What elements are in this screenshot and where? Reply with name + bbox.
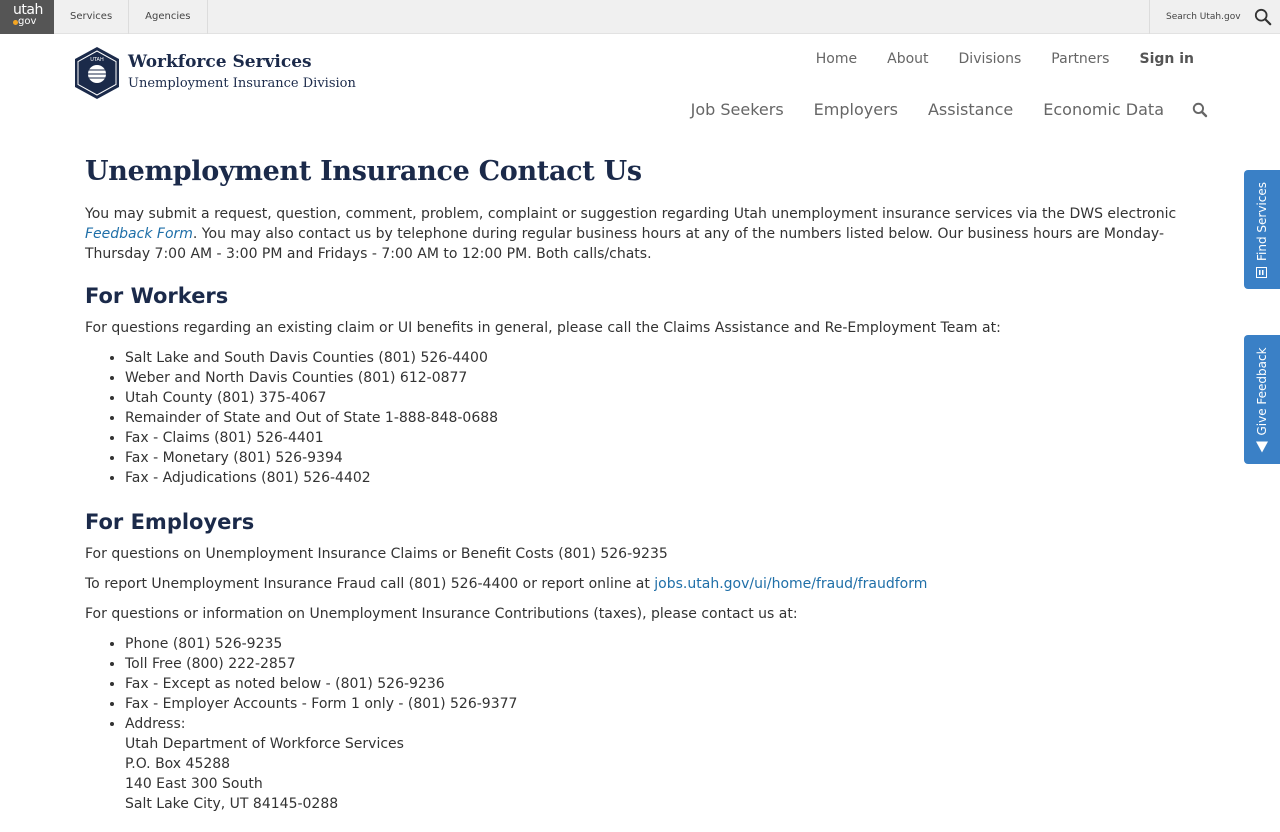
employers-claims-line: For questions on Unemployment Insurance Claims or Benefit Costs (801) 526-9235 [85,546,668,562]
find-services-tab[interactable] [1244,170,1280,289]
address-item [125,714,1195,814]
list-item: • Utah County (801) 375-4067 [125,388,1195,408]
address-line: 140 East 300 South [125,776,263,792]
fraud-text: To report Unemployment Insurance Fraud call (801) 526-4400 or report online at [85,576,655,592]
intro-paragraph [85,204,1195,264]
list-item: • Fax - Adjudications (801) 526-4402 [125,468,1195,488]
brand-subtitle: Unemployment Insurance Division [128,76,356,91]
employers-list [125,634,1195,814]
list-item: • Fax - Employer Accounts - Form 1 only - (801) 526-9377 [125,694,1195,714]
nav-partners[interactable]: Partners [1051,51,1110,67]
main-content [85,154,1195,832]
nav-assistance[interactable]: Assistance [927,100,1014,119]
list-icon [1256,267,1267,278]
fraud-form-link[interactable]: jobs.utah.gov/ui/home/fraud/fraudform [654,576,928,592]
employers-heading: For Employers [85,510,255,534]
give-feedback-tab[interactable] [1244,335,1280,464]
search-icon[interactable] [1254,8,1272,26]
nav-economic-data[interactable]: Economic Data [1043,100,1164,119]
list-item: • Phone (801) 526-9235 [125,634,1195,654]
list-item: • Weber and North Davis Counties (801) 612-0877 [125,368,1195,388]
site-search-icon[interactable] [1192,102,1208,118]
address-line: Utah Department of Workforce Services [125,736,404,752]
workers-intro: For questions regarding an existing claim or UI benefits in general, please call the Claims Assistance and Re-Employment Team at: [85,320,1001,336]
services-link[interactable]: Services [54,0,129,34]
nav-job-seekers[interactable]: Job Seekers [690,100,784,119]
nav-about[interactable]: About [887,51,929,67]
utah-gov-nav [54,0,208,34]
gov-logo-text: gov [18,16,37,27]
list-item: • Fax - Except as noted below - (801) 526-9236 [125,674,1195,694]
feedback-form-link[interactable]: Feedback Form [85,226,193,242]
agencies-link[interactable]: Agencies [129,0,207,34]
list-item: • Salt Lake and South Davis Counties (801) 526-4400 [125,348,1195,368]
address-label: • Address: [125,716,186,732]
find-services-text: Find Services [1255,181,1269,261]
workers-list [125,348,1195,488]
list-item: • Fax - Monetary (801) 526-9394 [125,448,1195,468]
search-utah-label[interactable]: Search Utah.gov [1166,12,1241,22]
megaphone-icon [1256,441,1268,452]
intro-text-before: You may submit a request, question, comment, problem, complaint or suggestion regarding Utah unemployment insurance services via the DWS electronic [85,206,1177,222]
sign-in-link[interactable]: Sign in [1139,51,1194,67]
find-services-label [1255,181,1269,277]
nav-divisions[interactable]: Divisions [958,51,1022,67]
main-nav [661,100,1208,119]
dws-seal-icon [73,46,121,100]
give-feedback-label [1255,347,1269,452]
site-brand[interactable] [73,46,356,102]
employers-fraud-line [85,574,1195,594]
utility-nav [786,51,1194,67]
utah-logo-text: utah [13,2,43,18]
list-item: • Remainder of State and Out of State 1-888-848-0688 [125,408,1195,428]
list-item: • Fax - Claims (801) 526-4401 [125,428,1195,448]
nav-home[interactable]: Home [815,51,858,67]
brand-title: Workforce Services [128,52,312,72]
address-line: P.O. Box 45288 [125,756,231,772]
give-feedback-text: Give Feedback [1255,346,1269,436]
workers-heading: For Workers [85,284,229,308]
nav-employers[interactable]: Employers [813,100,898,119]
utah-gov-search[interactable] [1149,0,1280,34]
page-title: Unemployment Insurance Contact Us [85,156,642,187]
list-item: • Toll Free (800) 222-2857 [125,654,1195,674]
address-line: Salt Lake City, UT 84145-0288 [125,796,339,812]
seal-text: UTAH [90,57,104,63]
utah-gov-logo[interactable] [0,0,54,34]
employers-contributions-line: For questions or information on Unemployment Insurance Contributions (taxes), please contact us at: [85,606,798,622]
intro-text-after: . You may also contact us by telephone during regular business hours at any of the numbers listed below. Our business hours are Monday-Thursday 7:00 AM - 3:00 PM and Fridays - 7:00 AM to 12:00 PM. Both calls/chats. [85,226,1164,262]
utah-gov-bar [0,0,1280,34]
